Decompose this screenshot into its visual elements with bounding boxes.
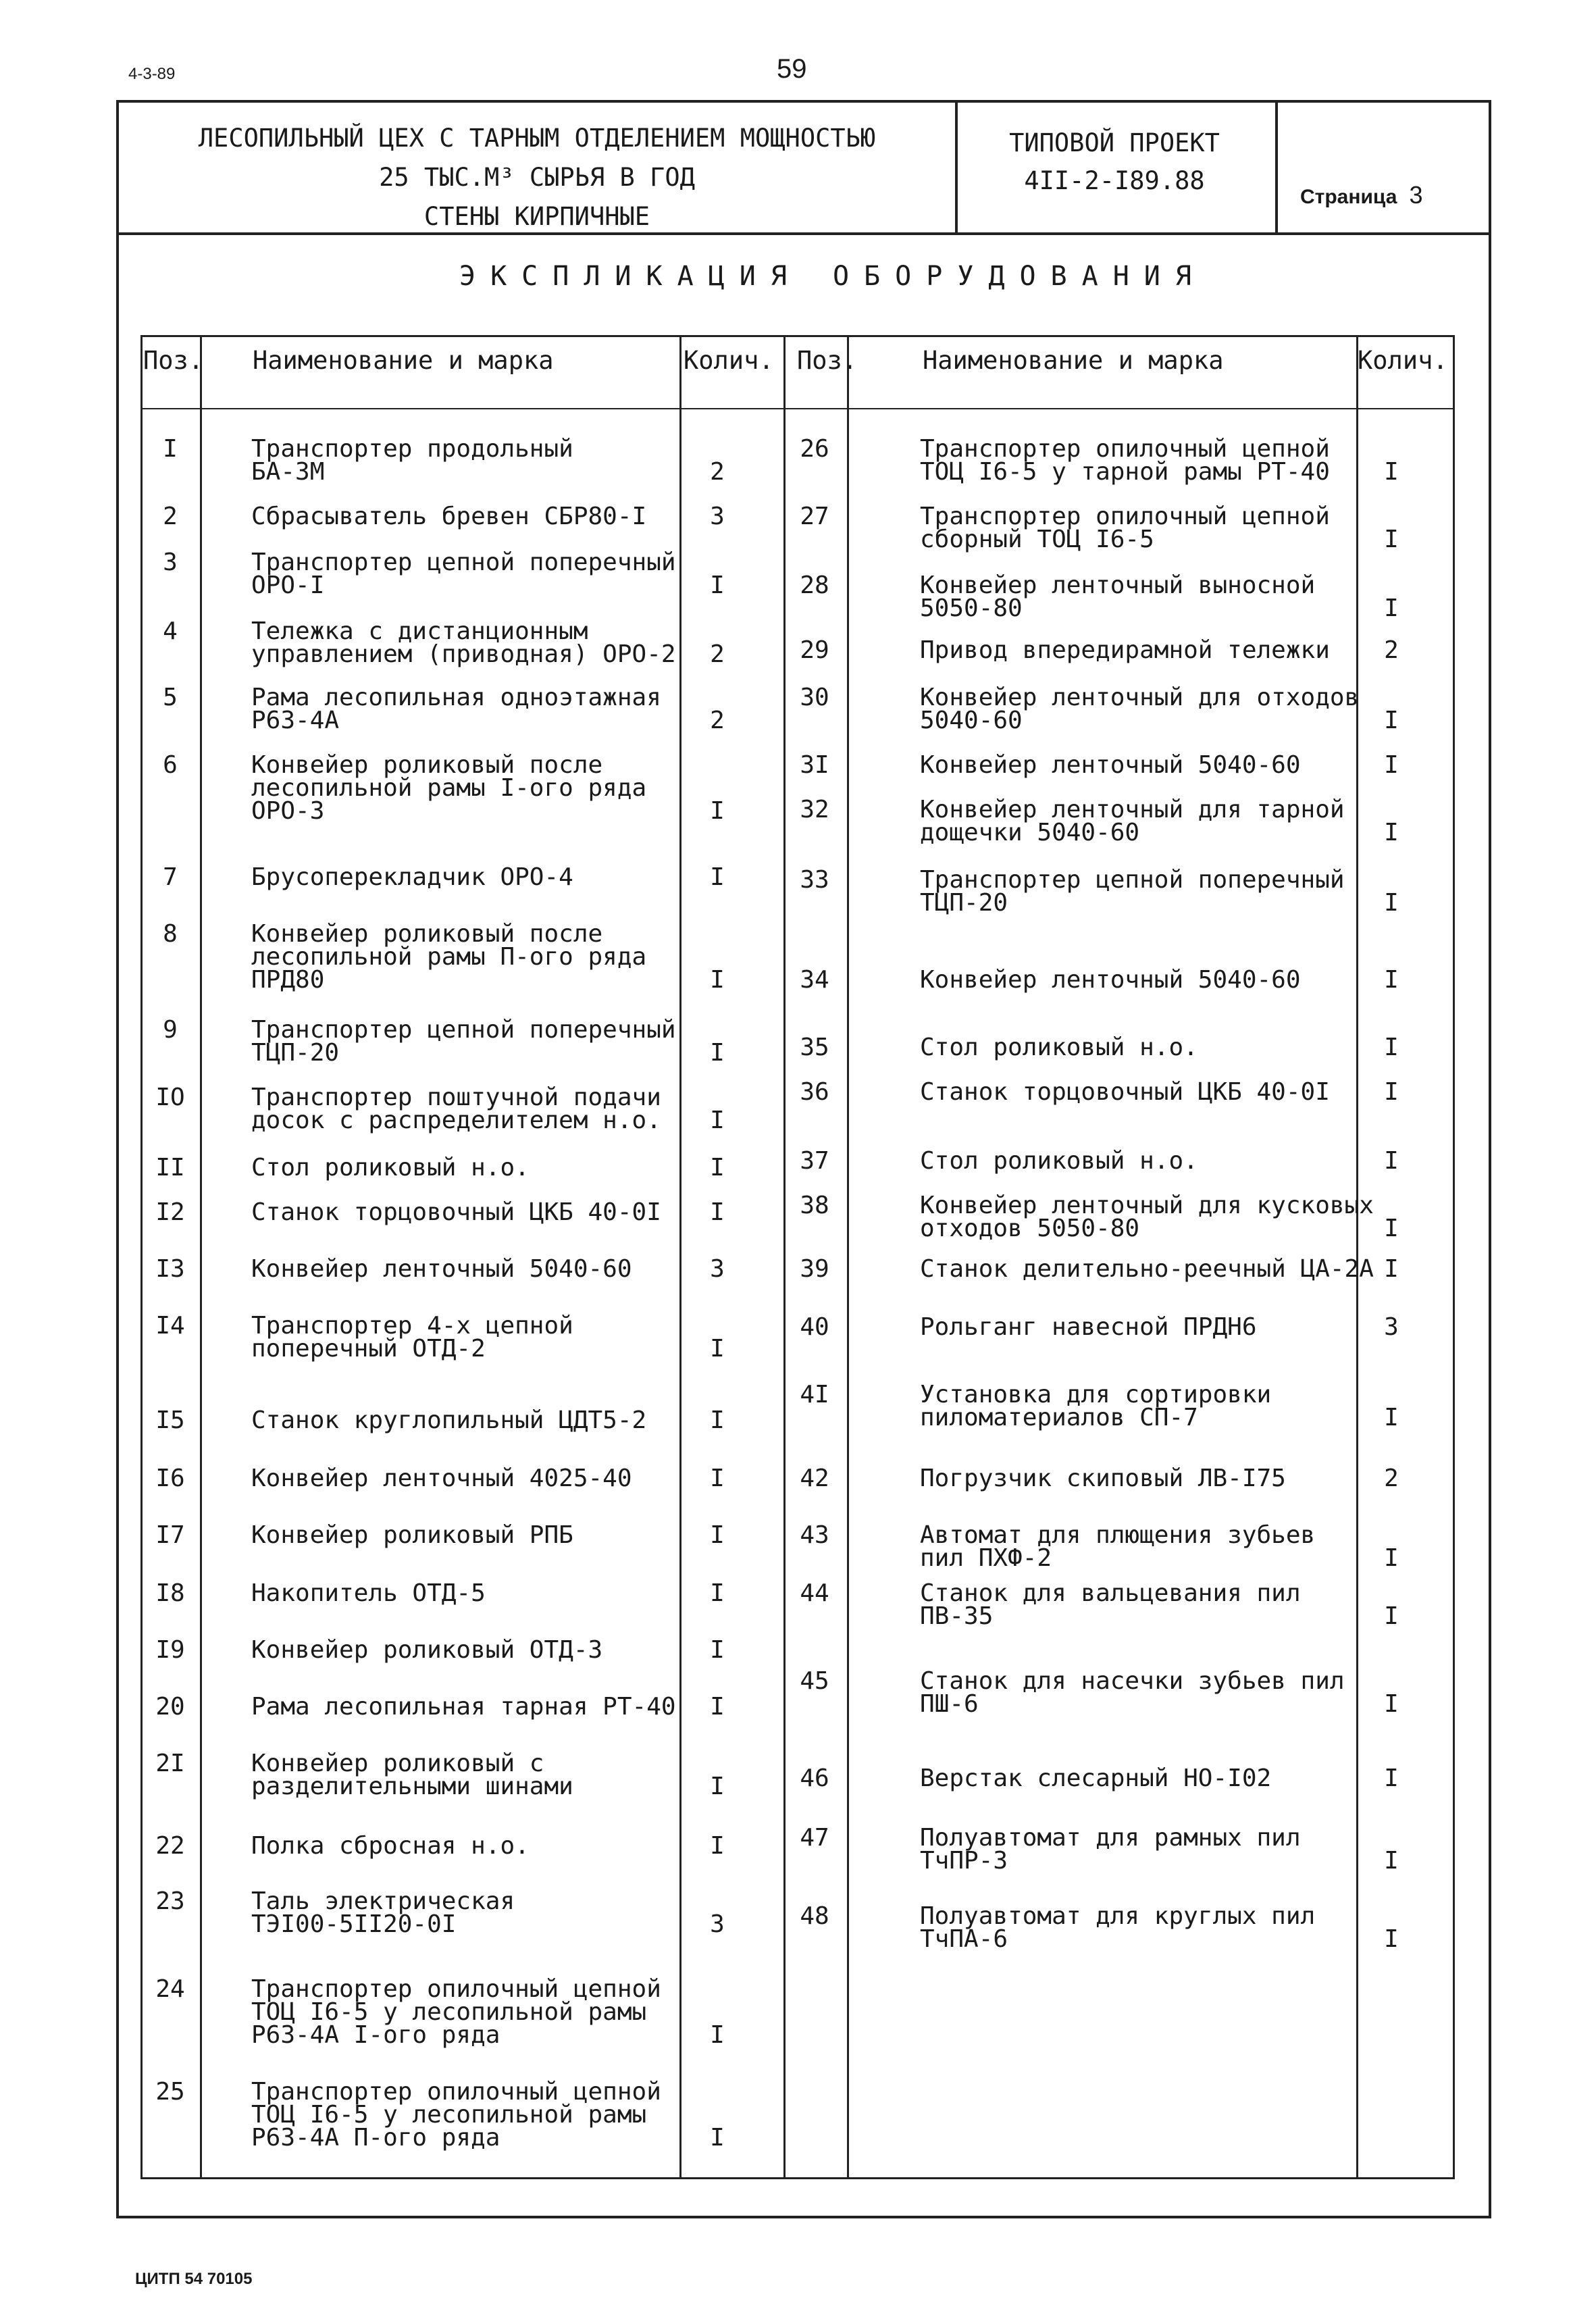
row-name-left: Конвейер роликовый с разделительными шинами xyxy=(251,1750,573,1800)
row-name-left: Транспортер 4-х цепной поперечный ОТД-2 xyxy=(251,1312,573,1363)
row-name-right: Полуавтомат для рамных пил ТчПР-3 xyxy=(920,1824,1301,1875)
row-quantity-right: I xyxy=(1384,1034,1399,1061)
row-name-left: Сбрасыватель бревен СБР80-I xyxy=(251,503,647,530)
row-quantity-right: 3 xyxy=(1384,1313,1399,1341)
row-position-right: 45 xyxy=(800,1667,829,1695)
table-heading: ЭКСПЛИКАЦИЯ ОБОРУДОВАНИЯ xyxy=(459,261,1206,292)
row-position-right: 34 xyxy=(800,966,829,994)
row-quantity-right: I xyxy=(1384,526,1399,553)
row-position-right: 26 xyxy=(800,435,829,463)
row-quantity-right: I xyxy=(1384,1690,1399,1718)
row-quantity-left: I xyxy=(710,2124,725,2152)
row-quantity-right: 2 xyxy=(1384,1465,1399,1492)
title-block xyxy=(122,119,952,236)
project-label: ТИПОВОЙ ПРОЕКТ xyxy=(1009,128,1220,157)
row-position-left: I5 xyxy=(155,1406,185,1434)
row-position-left: I6 xyxy=(155,1465,185,1492)
row-quantity-left: I xyxy=(710,1521,725,1549)
row-position-right: 39 xyxy=(800,1255,829,1283)
row-name-right: Стол роликовый н.о. xyxy=(920,1147,1198,1175)
row-position-left: IO xyxy=(155,1084,185,1111)
row-position-left: I4 xyxy=(155,1312,185,1340)
row-name-right: Конвейер ленточный для кусковых отходов 5050-80 xyxy=(920,1192,1374,1242)
row-name-right: Конвейер ленточный 5040-60 xyxy=(920,751,1301,779)
row-name-left: Рама лесопильная тарная РТ-40 xyxy=(251,1693,676,1721)
row-name-left: Полка сбросная н.о. xyxy=(251,1832,530,1860)
row-quantity-right: I xyxy=(1384,966,1399,994)
row-quantity-right: I xyxy=(1384,1925,1399,1953)
row-name-right: Станок для вальцевания пил ПВ-35 xyxy=(920,1579,1301,1630)
row-position-left: 2 xyxy=(163,503,178,530)
row-position-left: 24 xyxy=(155,1975,185,2003)
row-name-right: Транспортер опилочный цепной сборный ТОЦ I6-5 xyxy=(920,503,1330,553)
row-position-left: I3 xyxy=(155,1255,185,1283)
row-quantity-left: 3 xyxy=(710,1910,725,1938)
row-quantity-left: 3 xyxy=(710,503,725,530)
sheet-info xyxy=(1300,181,1422,209)
row-position-right: 38 xyxy=(800,1192,829,1219)
row-position-right: 28 xyxy=(800,571,829,599)
row-position-left: 23 xyxy=(155,1887,185,1915)
row-position-right: 35 xyxy=(800,1034,829,1061)
row-position-left: I2 xyxy=(155,1198,185,1226)
row-quantity-right: I xyxy=(1384,1764,1399,1792)
row-position-right: 42 xyxy=(800,1465,829,1492)
row-position-left: I8 xyxy=(155,1579,185,1607)
col-sep xyxy=(679,335,681,2179)
row-position-left: 2I xyxy=(155,1750,185,1777)
row-quantity-left: I xyxy=(710,1693,725,1721)
row-quantity-left: I xyxy=(710,2021,725,2049)
row-name-left: Станок торцовочный ЦКБ 40-0I xyxy=(251,1198,661,1226)
row-quantity-right: I xyxy=(1384,707,1399,734)
page-number: 59 xyxy=(777,54,807,84)
row-position-left: 5 xyxy=(163,684,178,711)
row-quantity-right: I xyxy=(1384,1215,1399,1242)
row-name-left: Таль электрическая ТЭI00-5II20-0I xyxy=(251,1887,515,1938)
row-position-left: 22 xyxy=(155,1832,185,1860)
row-name-left: Транспортер опилочный цепной ТОЦ I6-5 у лесопильной рамы Р63-4А I-ого ряда xyxy=(251,1975,661,2049)
row-quantity-left: I xyxy=(710,1773,725,1800)
col-header-pos-left: Поз. xyxy=(143,346,204,375)
row-position-right: 46 xyxy=(800,1764,829,1792)
col-sep xyxy=(200,335,202,2179)
row-quantity-left: I xyxy=(710,1579,725,1607)
table-header-rule xyxy=(140,408,1455,409)
col-header-name-left: Наименование и марка xyxy=(253,346,554,375)
header-vline-1 xyxy=(955,100,958,234)
row-position-left: 9 xyxy=(163,1016,178,1044)
row-name-right: Верстак слесарный НО-I02 xyxy=(920,1764,1272,1792)
row-quantity-right: I xyxy=(1384,751,1399,779)
col-header-pos-right: Поз. xyxy=(797,346,858,375)
row-position-left: 25 xyxy=(155,2078,185,2106)
row-position-right: 32 xyxy=(800,796,829,823)
row-quantity-left: I xyxy=(710,571,725,599)
row-name-right: Транспортер цепной поперечный ТЦП-20 xyxy=(920,866,1345,917)
row-position-left: I7 xyxy=(155,1521,185,1549)
row-name-right: Рольганг навесной ПРДН6 xyxy=(920,1313,1257,1341)
sheet-label: Страница xyxy=(1300,186,1397,208)
row-position-right: 36 xyxy=(800,1078,829,1106)
row-quantity-right: I xyxy=(1384,1404,1399,1431)
col-sep xyxy=(783,335,786,2179)
row-quantity-left: I xyxy=(710,1107,725,1134)
row-name-right: Установка для сортировки пиломатериалов СП-7 xyxy=(920,1381,1272,1431)
row-name-right: Привод впередирамной тележки xyxy=(920,636,1330,664)
row-quantity-left: I xyxy=(710,797,725,825)
row-position-right: 37 xyxy=(800,1147,829,1175)
col-header-qty-left: Колич. xyxy=(684,346,774,375)
row-name-left: Транспортер цепной поперечный ТЦП-20 xyxy=(251,1016,676,1067)
row-position-right: 48 xyxy=(800,1902,829,1930)
row-name-right: Станок делительно-реечный ЦА-2А xyxy=(920,1255,1374,1283)
col-sep xyxy=(847,335,849,2179)
row-position-left: 20 xyxy=(155,1693,185,1721)
row-position-left: I9 xyxy=(155,1636,185,1664)
sheet-number: 3 xyxy=(1409,181,1423,209)
row-name-left: Накопитель ОТД-5 xyxy=(251,1579,486,1607)
row-quantity-right: I xyxy=(1384,1602,1399,1630)
row-quantity-right: I xyxy=(1384,1147,1399,1175)
row-position-left: 3 xyxy=(163,549,178,576)
row-name-left: Конвейер роликовый РПБ xyxy=(251,1521,573,1549)
row-name-left: Транспортер цепной поперечный ОРО-I xyxy=(251,549,676,599)
header-vline-2 xyxy=(1275,100,1278,234)
row-name-left: Рама лесопильная одноэтажная Р63-4А xyxy=(251,684,661,734)
row-name-left: Стол роликовый н.о. xyxy=(251,1154,530,1181)
row-quantity-right: I xyxy=(1384,1544,1399,1572)
row-name-right: Конвейер ленточный 5040-60 xyxy=(920,966,1301,994)
row-position-left: II xyxy=(155,1154,185,1181)
row-quantity-right: I xyxy=(1384,594,1399,622)
document-code-top: 4-3-89 xyxy=(128,65,176,83)
row-quantity-left: 2 xyxy=(710,640,725,668)
row-name-right: Конвейер ленточный для тарной дощечки 5040-60 xyxy=(920,796,1345,846)
row-position-right: 29 xyxy=(800,636,829,664)
row-quantity-left: 2 xyxy=(710,458,725,486)
row-quantity-left: I xyxy=(710,1198,725,1226)
row-position-left: 7 xyxy=(163,863,178,891)
row-quantity-left: 3 xyxy=(710,1255,725,1283)
row-name-right: Транспортер опилочный цепной ТОЦ I6-5 у тарной рамы РТ-40 xyxy=(920,435,1330,486)
row-position-left: I xyxy=(163,435,178,463)
row-name-right: Стол роликовый н.о. xyxy=(920,1034,1198,1061)
col-header-name-right: Наименование и марка xyxy=(923,346,1224,375)
row-position-left: 4 xyxy=(163,617,178,645)
row-quantity-right: I xyxy=(1384,458,1399,486)
row-name-right: Конвейер ленточный для отходов 5040-60 xyxy=(920,684,1360,734)
title-line-1: ЛЕСОПИЛЬНЫЙ ЦЕХ С ТАРНЫМ ОТДЕЛЕНИЕМ МОЩНОСТЬЮ xyxy=(198,124,876,153)
row-quantity-right: I xyxy=(1384,889,1399,917)
title-line-2: 25 ТЫС.М³ СЫРЬЯ В ГОД xyxy=(379,163,695,192)
row-quantity-left: I xyxy=(710,1406,725,1434)
row-quantity-left: 2 xyxy=(710,707,725,734)
row-name-left: Конвейер ленточный 5040-60 xyxy=(251,1255,632,1283)
row-position-right: 27 xyxy=(800,503,829,530)
row-name-left: Брусоперекладчик ОРО-4 xyxy=(251,863,573,891)
row-position-right: 43 xyxy=(800,1521,829,1549)
row-name-left: Транспортер продольный БА-3М xyxy=(251,435,573,486)
project-block xyxy=(959,124,1270,200)
row-position-right: 30 xyxy=(800,684,829,711)
row-quantity-left: I xyxy=(710,966,725,994)
row-name-left: Станок круглопильный ЦДТ5-2 xyxy=(251,1406,647,1434)
row-quantity-right: I xyxy=(1384,1847,1399,1875)
row-name-right: Станок для насечки зубьев пил ПШ-6 xyxy=(920,1667,1345,1718)
row-name-left: Транспортер поштучной подачи досок с распределителем н.о. xyxy=(251,1084,661,1134)
row-name-right: Автомат для плющения зубьев пил ПХФ-2 xyxy=(920,1521,1316,1572)
row-position-left: 6 xyxy=(163,751,178,779)
row-quantity-left: I xyxy=(710,1832,725,1860)
footer-code: ЦИТП 54 70105 xyxy=(135,2270,253,2288)
row-quantity-left: I xyxy=(710,1335,725,1363)
row-quantity-left: I xyxy=(710,1636,725,1664)
row-position-right: 47 xyxy=(800,1824,829,1852)
row-position-right: 40 xyxy=(800,1313,829,1341)
row-name-left: Конвейер роликовый после лесопильной рамы I-ого ряда ОРО-3 xyxy=(251,751,647,825)
row-position-right: 3I xyxy=(800,751,829,779)
row-quantity-right: I xyxy=(1384,1255,1399,1283)
row-position-right: 4I xyxy=(800,1381,829,1408)
row-quantity-right: I xyxy=(1384,819,1399,846)
row-name-right: Станок торцовочный ЦКБ 40-0I xyxy=(920,1078,1330,1106)
row-quantity-right: 2 xyxy=(1384,636,1399,664)
row-name-right: Конвейер ленточный выносной 5050-80 xyxy=(920,571,1316,622)
row-name-left: Тележка с дистанционным управлением (приводная) ОРО-2 xyxy=(251,617,676,668)
row-name-right: Полуавтомат для круглых пил ТчПА-6 xyxy=(920,1902,1316,1953)
row-quantity-left: I xyxy=(710,1039,725,1067)
row-name-left: Конвейер ленточный 4025-40 xyxy=(251,1465,632,1492)
row-position-left: 8 xyxy=(163,920,178,948)
row-quantity-left: I xyxy=(710,863,725,891)
row-quantity-left: I xyxy=(710,1154,725,1181)
row-quantity-left: I xyxy=(710,1465,725,1492)
row-name-right: Погрузчик скиповый ЛВ-I75 xyxy=(920,1465,1286,1492)
row-position-right: 33 xyxy=(800,866,829,894)
row-name-left: Транспортер опилочный цепной ТОЦ I6-5 у лесопильной рамы Р63-4А П-ого ряда xyxy=(251,2078,661,2152)
row-position-right: 44 xyxy=(800,1579,829,1607)
project-code: 4II-2-I89.88 xyxy=(1024,166,1205,195)
title-line-3: СТЕНЫ КИРПИЧНЫЕ xyxy=(423,202,650,231)
row-name-left: Конвейер роликовый ОТД-3 xyxy=(251,1636,603,1664)
col-header-qty-right: Колич. xyxy=(1358,346,1448,375)
row-name-left: Конвейер роликовый после лесопильной рамы П-ого ряда ПРД80 xyxy=(251,920,647,994)
row-quantity-right: I xyxy=(1384,1078,1399,1106)
